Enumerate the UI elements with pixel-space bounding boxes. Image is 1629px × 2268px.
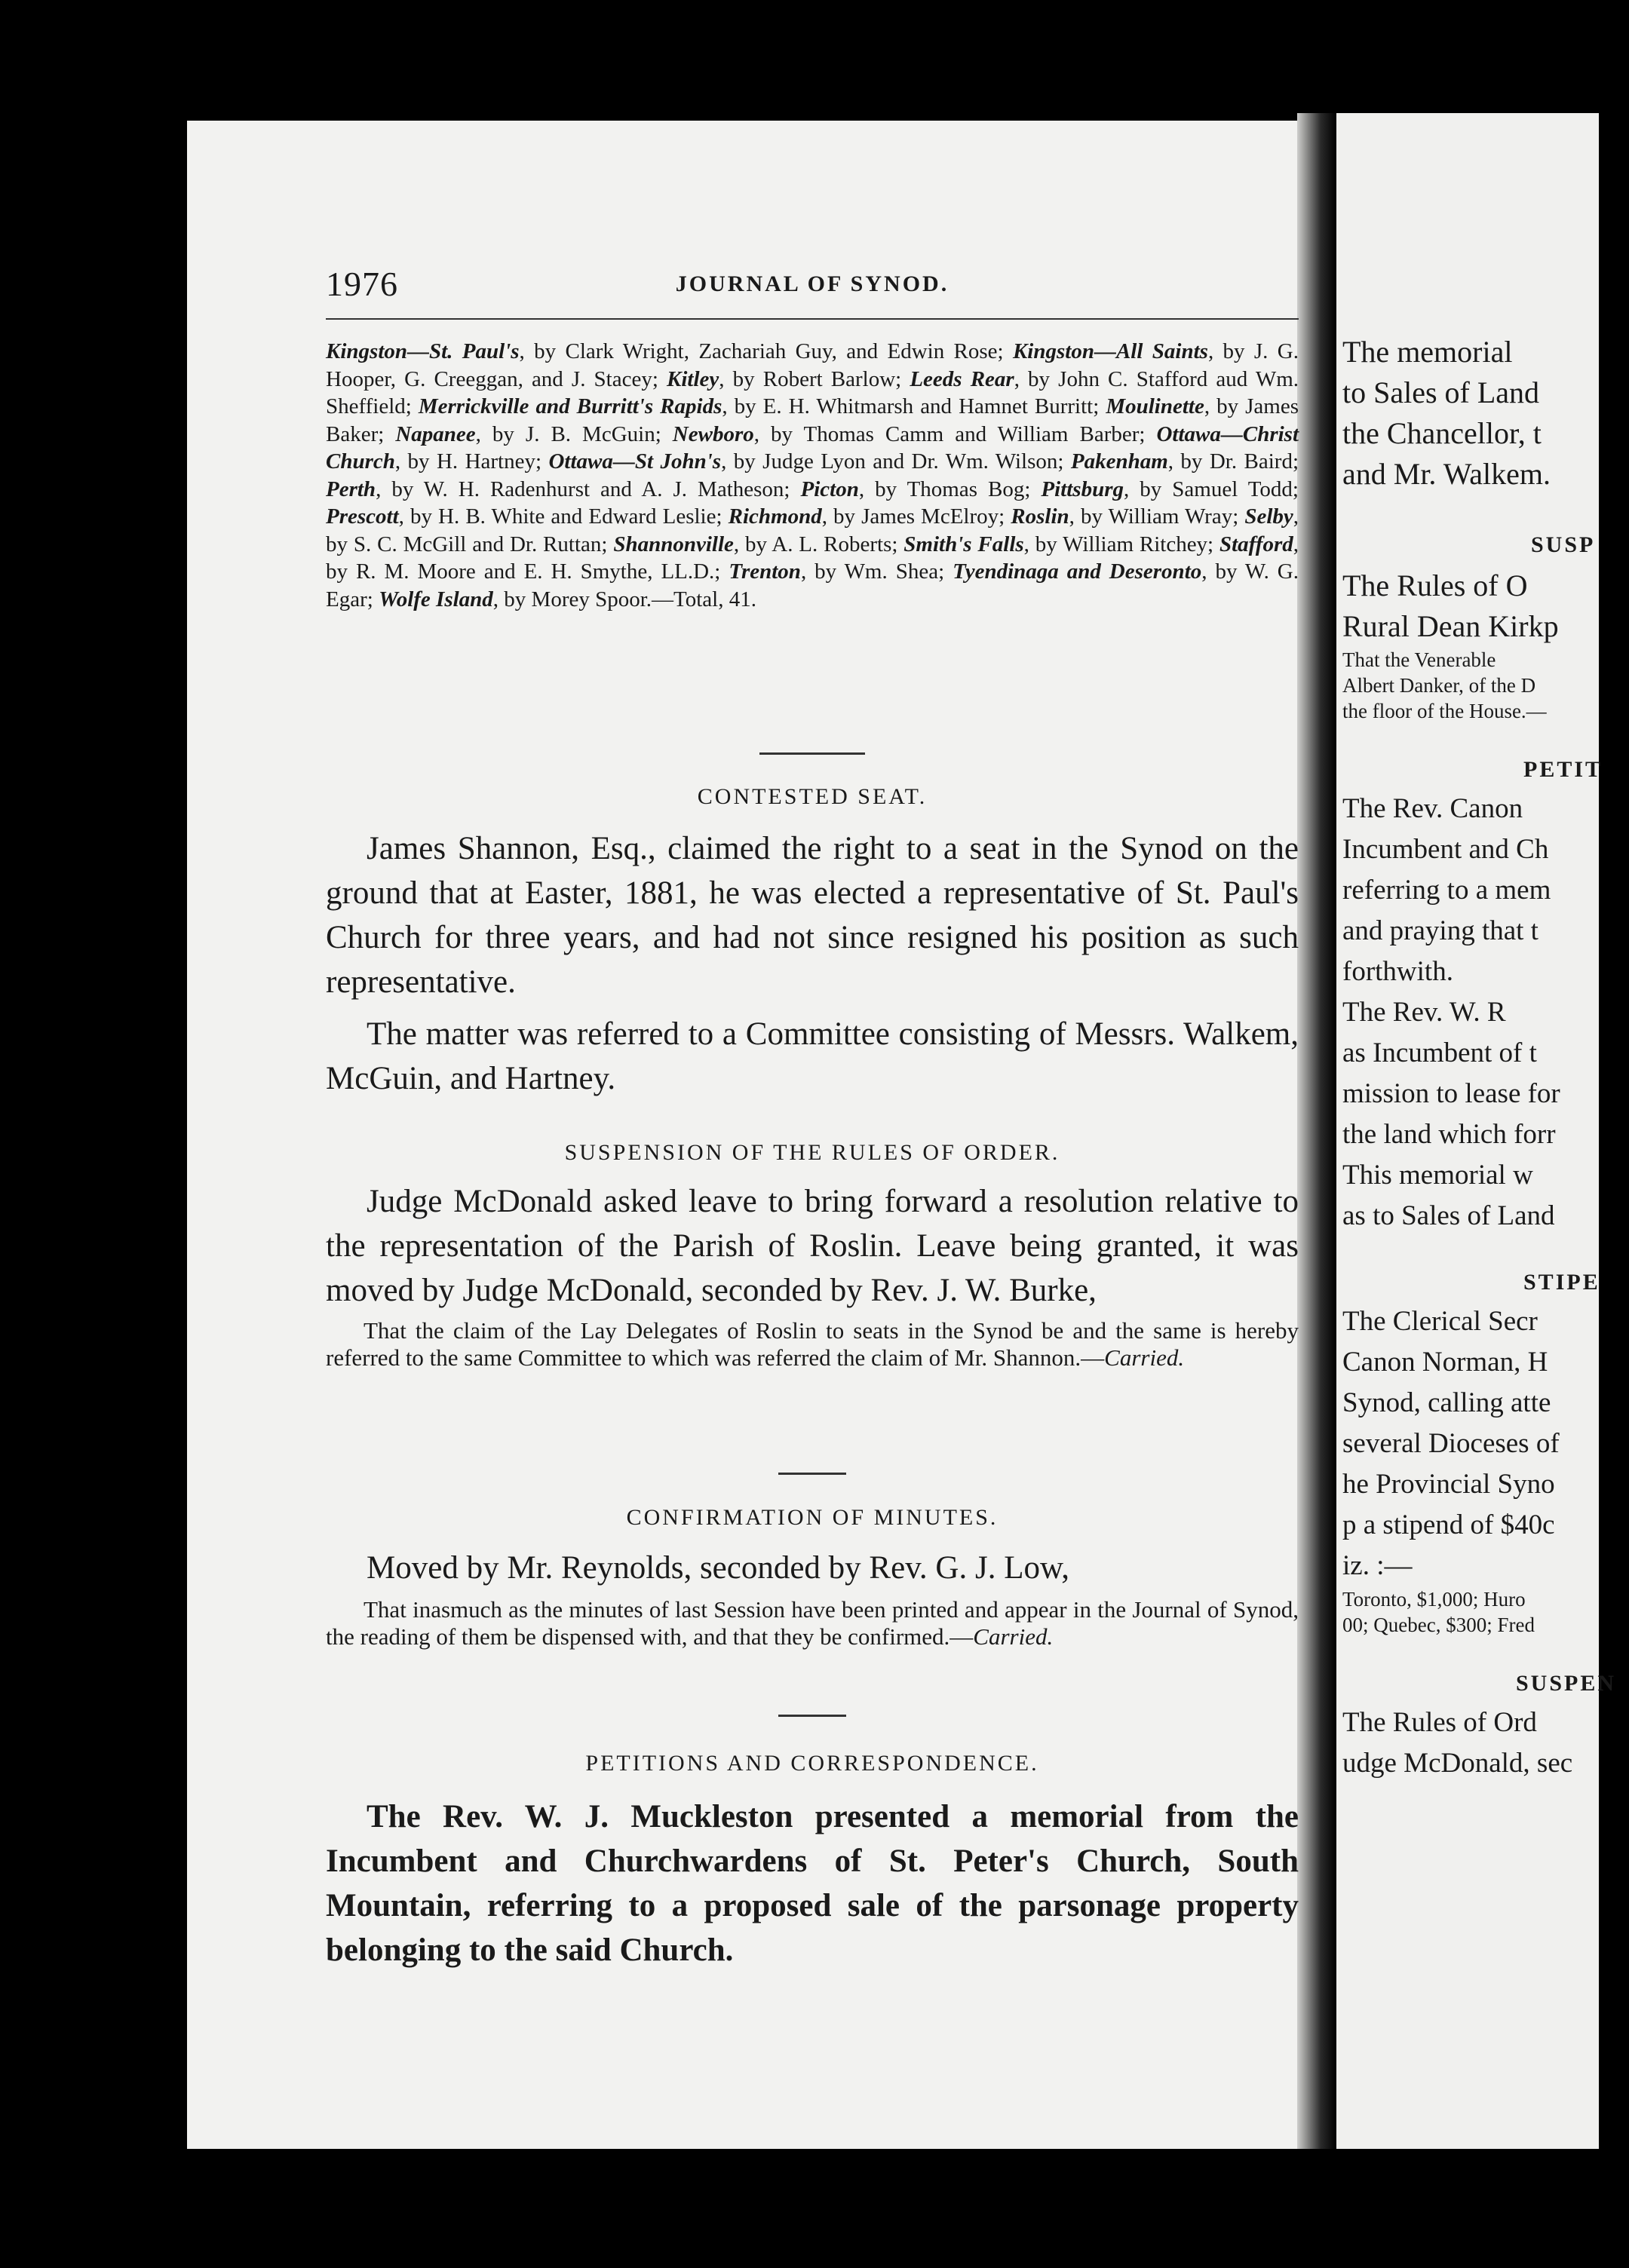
delegate-names: , by William Ritchey; [1023, 532, 1219, 556]
right-page-line: Toronto, $1,000; Huro [1342, 1588, 1526, 1611]
delegate-names: , by Judge Lyon and Dr. Wm. Wilson; [721, 449, 1071, 474]
petitions-paragraph: The Rev. W. J. Muckleston presented a memorial from the Incumbent and Churchwardens of St. Peter's Church, South Mountain, referring to a proposed sale of the parsonage property belonging to the said Church. [326, 1799, 1299, 1968]
right-page-line: The memorial [1342, 335, 1513, 369]
right-block-1 [1342, 565, 1629, 647]
delegate-names: , by Samuel Todd; [1124, 477, 1299, 501]
suspension-resolution-result: Carried. [1104, 1344, 1185, 1371]
parish-name: Kitley [667, 366, 719, 391]
parish-name: Pittsburg [1041, 477, 1124, 501]
right-heading-2: PETIT [1523, 757, 1603, 782]
section-rule [326, 1715, 1299, 1717]
right-page-line: forthwith. [1342, 956, 1453, 987]
right-page-line: The Rules of Ord [1342, 1707, 1537, 1738]
right-page-line: Albert Danker, of the D [1342, 674, 1536, 697]
right-page-line: Canon Norman, H [1342, 1347, 1548, 1378]
parish-name: Pakenham [1070, 449, 1168, 474]
contested-seat-paragraph-1: James Shannon, Esq., claimed the right to a seat in the Synod on the ground that at Easter, 1881, he was elected a representative of St. Paul's Church for three years, and had not since resigned his position as such representative. [326, 831, 1299, 1000]
right-page-line: he Provincial Syno [1342, 1469, 1555, 1500]
right-block-4 [1342, 1703, 1629, 1784]
right-page-content [1342, 332, 1629, 1784]
delegate-names: , by A. L. Roberts; [733, 532, 904, 556]
parish-name: Richmond [728, 504, 822, 529]
parish-name: Newboro [672, 421, 754, 446]
delegate-names: , by Thomas Bog; [858, 477, 1042, 501]
petitions-section [326, 1794, 1299, 1972]
parish-name: Stafford [1219, 532, 1293, 556]
right-page-line: That the Venerable [1342, 648, 1496, 671]
parish-name: Ottawa—St John's [548, 449, 722, 474]
parish-name: Napanee [395, 421, 476, 446]
right-page-line: iz. :— [1342, 1550, 1413, 1581]
right-page-line: The Clerical Secr [1342, 1306, 1538, 1337]
right-block-1-small [1342, 647, 1629, 724]
right-page-line: The Rev. Canon [1342, 793, 1523, 824]
section-heading-confirmation: CONFIRMATION OF MINUTES. [626, 1505, 999, 1530]
delegate-names: , by W. G. Egar; [326, 559, 1299, 611]
delegate-names: , by John C. Stafford aud Wm. Sheffield; [326, 366, 1299, 418]
delegate-names: , by James McElroy; [821, 504, 1011, 529]
suspension-resolution-text: That the claim of the Lay Delegates of Roslin to seats in the Synod be and the same is hereby referred to the same Committee to which was referred the claim of Mr. Shannon.— [326, 1317, 1299, 1371]
parish-name: Smith's Falls [903, 532, 1024, 556]
delegate-names: , by J. B. McGuin; [475, 421, 673, 446]
right-page-line: mission to lease for [1342, 1078, 1560, 1109]
right-page-line: as to Sales of Land [1342, 1200, 1555, 1231]
parish-name: Kingston—All Saints [1012, 339, 1208, 363]
right-page-line: p a stipend of $40c [1342, 1509, 1555, 1540]
right-block-3 [1342, 1301, 1629, 1586]
delegate-names: , by Thomas Camm and William Barber; [753, 421, 1157, 446]
suspension-section [326, 1179, 1299, 1372]
delegate-names: , by W. H. Radenhurst and A. J. Matheson; [376, 477, 801, 501]
right-page-line: Rural Dean Kirkp [1342, 609, 1559, 643]
delegate-names: , by H. B. White and Edward Leslie; [398, 504, 729, 529]
section-rule [326, 1473, 1299, 1475]
page-header [326, 264, 1299, 309]
right-page-line: as Incumbent of t [1342, 1037, 1537, 1068]
section-rule [326, 752, 1299, 755]
right-page-line: The Rev. W. R [1342, 997, 1506, 1028]
right-page-line: referring to a mem [1342, 875, 1551, 906]
header-rule [326, 318, 1299, 320]
right-heading-3: STIPE [1523, 1270, 1600, 1295]
delegate-names: , by H. Hartney; [394, 449, 549, 474]
right-page-line: the land which forr [1342, 1119, 1556, 1150]
confirmation-resolution-result: Carried. [973, 1623, 1054, 1650]
running-title: JOURNAL OF SYNOD. [675, 271, 949, 296]
delegate-names: , by William Wray; [1069, 504, 1245, 529]
parish-name: Kingston—St. Paul's [326, 339, 520, 363]
section-heading-petitions: PETITIONS AND CORRESPONDENCE. [585, 1751, 1039, 1776]
suspension-paragraph: Judge McDonald asked leave to bring forward a resolution relative to the representation of the Parish of Roslin. Leave being granted, it was moved by Judge McDonald, seconded by Rev. J. W. Burke, [326, 1184, 1299, 1308]
parish-name: Merrickville and Burritt's Rapids [418, 394, 722, 418]
right-page-top-lines [1342, 332, 1629, 495]
delegate-names: , by R. M. Moore and E. H. Smythe, LL.D.; [326, 532, 1299, 584]
right-page-line: The Rules of O [1342, 569, 1528, 602]
right-page-line: udge McDonald, sec [1342, 1748, 1573, 1779]
delegate-names: , by Clark Wright, Zachariah Guy, and Edwin Rose; [519, 339, 1013, 363]
right-page-line: This memorial w [1342, 1160, 1533, 1191]
parish-name: Roslin [1011, 504, 1069, 529]
suspension-resolution [326, 1317, 1299, 1372]
delegate-names: , by Dr. Baird; [1167, 449, 1299, 474]
parish-name: Trenton [729, 559, 801, 584]
contested-seat-section [326, 826, 1299, 1101]
right-page-line: the Chancellor, t [1342, 416, 1542, 450]
right-page-line: several Dioceses of [1342, 1428, 1560, 1459]
right-block-3-small [1342, 1586, 1629, 1638]
parish-name: Tyendinaga and Deseronto [953, 559, 1202, 584]
delegate-names: , by Morey Spoor.—Total, 41. [492, 587, 756, 611]
right-heading-4: SUSPEN [1516, 1671, 1617, 1696]
parish-name: Wolfe Island [379, 587, 493, 611]
right-block-2 [1342, 789, 1629, 1237]
page-number: 1976 [326, 265, 398, 303]
right-page-line: to Sales of Land [1342, 375, 1540, 409]
delegate-names: , by J. G. Hooper, G. Creeggan, and J. Stacey; [326, 339, 1299, 391]
right-page-line: Incumbent and Ch [1342, 834, 1549, 865]
delegate-names: , by S. C. McGill and Dr. Ruttan; [326, 504, 1299, 556]
parish-name: Prescott [326, 504, 399, 529]
right-page-line: the floor of the House.— [1342, 700, 1547, 722]
parish-name: Shannonville [613, 532, 734, 556]
confirmation-resolution-text: That inasmuch as the minutes of last Session have been printed and appear in the Journal of Synod, the reading of them be dispensed with, and that they be confirmed.— [326, 1596, 1299, 1650]
right-page-line: 00; Quebec, $300; Fred [1342, 1614, 1535, 1636]
lay-delegates-list [326, 338, 1299, 613]
right-heading-1: SUSP [1531, 532, 1596, 557]
delegate-names: , by E. H. Whitmarsh and Hamnet Burritt; [722, 394, 1106, 418]
parish-name: Ottawa—Christ Church [326, 421, 1299, 474]
parish-name: Moulinette [1106, 394, 1204, 418]
parish-name: Picton [800, 477, 859, 501]
section-heading-suspension: SUSPENSION OF THE RULES OF ORDER. [564, 1140, 1060, 1165]
delegate-names: , by Robert Barlow; [719, 366, 910, 391]
book-gutter [1297, 113, 1336, 2149]
confirmation-section [326, 1546, 1299, 1650]
confirmation-resolution [326, 1596, 1299, 1650]
delegate-names: , by James Baker; [326, 394, 1299, 446]
contested-seat-paragraph-2: The matter was referred to a Committee consisting of Messrs. Walkem, McGuin, and Hartney. [326, 1016, 1299, 1096]
right-page-line: and Mr. Walkem. [1342, 457, 1551, 491]
parish-name: Perth [326, 477, 376, 501]
section-heading-contested-seat: CONTESTED SEAT. [697, 784, 928, 809]
parish-name: Leeds Rear [910, 366, 1014, 391]
parish-name: Selby [1244, 504, 1293, 529]
right-page-line: and praying that t [1342, 915, 1538, 946]
confirmation-paragraph: Moved by Mr. Reynolds, seconded by Rev. G. J. Low, [367, 1550, 1069, 1586]
delegate-names: , by Wm. Shea; [800, 559, 953, 584]
right-page-line: Synod, calling atte [1342, 1387, 1551, 1418]
